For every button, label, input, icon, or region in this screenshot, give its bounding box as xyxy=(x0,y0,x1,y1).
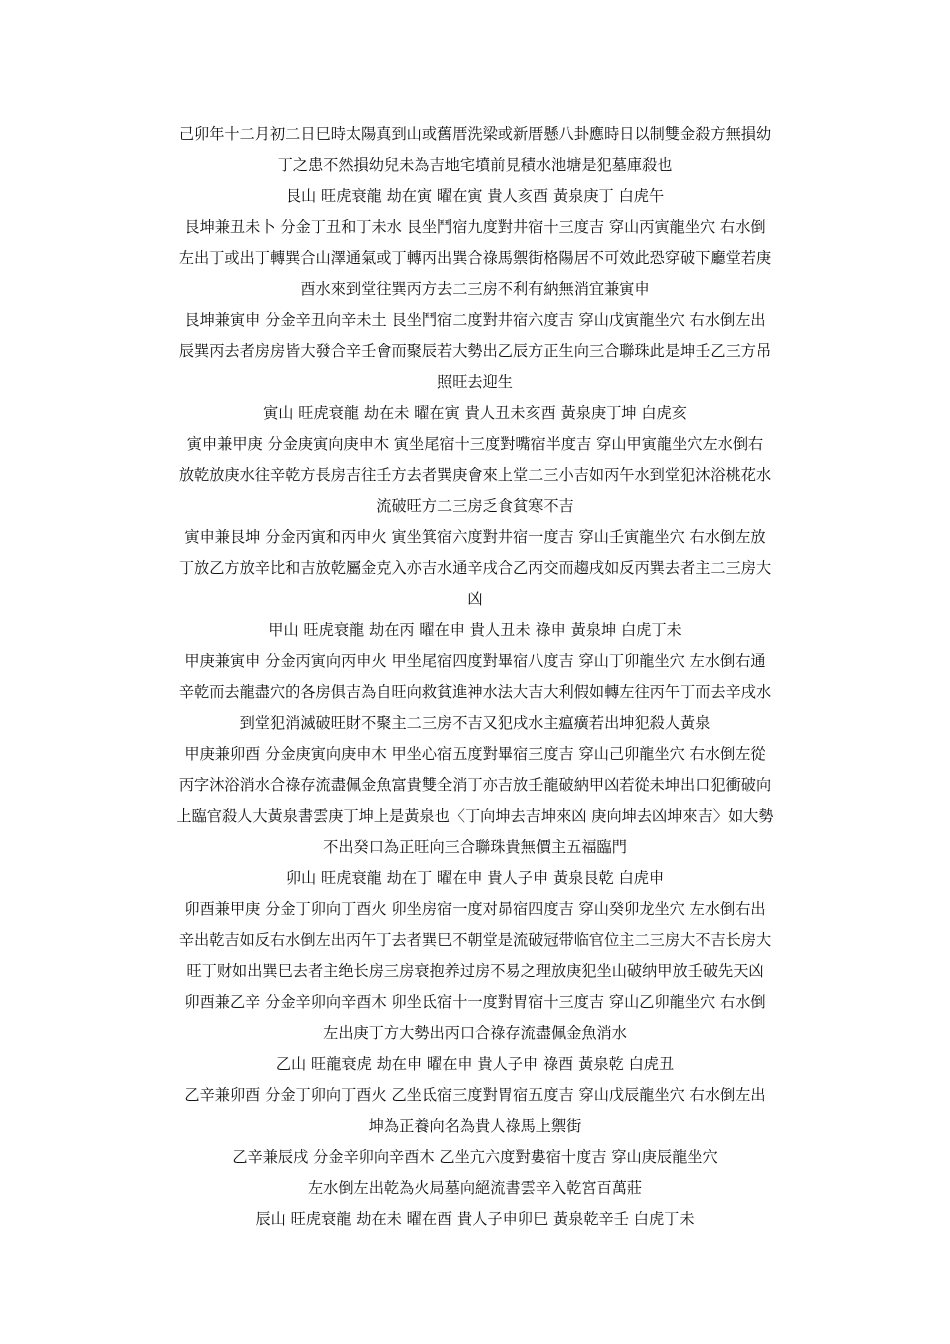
text-line: 寅申兼甲庚 分金庚寅向庚申木 寅坐尾宿十三度對嘴宿半度吉 穿山甲寅龍坐穴左水倒右 xyxy=(186,435,764,453)
text-line: 乙辛兼辰戌 分金辛卯向辛酉木 乙坐亢六度對婁宿十度吉 穿山庚辰龍坐穴 xyxy=(232,1148,718,1166)
text-line: 卯酉兼乙辛 分金辛卯向辛酉木 卯坐氐宿十一度對胃宿十三度吉 穿山乙卯龍坐穴 右水倒 xyxy=(184,993,766,1011)
section-heading: 寅山 旺虎衰龍 劫在未 曜在寅 貴人丑未亥酉 黃泉庚丁坤 白虎亥 xyxy=(263,404,687,422)
text-line: 左出庚丁方大勢出丙口合祿存流盡佩金魚消水 xyxy=(323,1024,627,1042)
text-line: 照旺去迎生 xyxy=(437,373,513,391)
section-heading: 甲山 旺虎衰龍 劫在丙 曜在申 貴人丑未 祿申 黃泉坤 白虎丁未 xyxy=(268,621,682,639)
text-line: 上臨官殺人大黃泉書雲庚丁坤上是黃泉也〈丁向坤去吉坤來凶 庚向坤去凶坤來吉〉如大勢 xyxy=(176,807,774,825)
text-line: 左出丁或出丁轉巽合山澤通氣或丁轉丙出巽合祿馬禦街格陽居不可效此恐穿破下廳堂若庚 xyxy=(178,249,772,267)
section-heading: 辰山 旺虎衰龍 劫在未 曜在酉 貴人子申卯巳 黃泉乾辛壬 白虎丁未 xyxy=(255,1210,695,1228)
section-heading: 卯山 旺虎衰龍 劫在丁 曜在申 貴人子申 黃泉艮乾 白虎申 xyxy=(285,869,665,887)
text-line: 酉水來到堂往巽丙方去二三房不利有納無消宜兼寅申 xyxy=(300,280,650,298)
section-heading: 艮山 旺虎衰龍 劫在寅 曜在寅 貴人亥酉 黃泉庚丁 白虎午 xyxy=(285,187,665,205)
document-page xyxy=(143,119,807,1235)
text-line: 艮坤兼寅申 分金辛丑向辛未土 艮坐鬥宿二度對井宿六度吉 穿山戊寅龍坐穴 右水倒左出 xyxy=(184,311,766,329)
text-line: 辛乾而去龍盡穴的各房俱吉為自旺向救貧進神水法大吉大利假如轉左往丙午丁而去辛戌水 xyxy=(178,683,772,701)
text-line: 辛出乾吉如反右水倒左出丙午丁去者巽巳不朝堂是流破冠带临官位主二三房大不吉长房大 xyxy=(178,931,772,949)
text-line: 丁之患不然損幼兒未為吉地宅墳前見積水池塘是犯墓庫殺也 xyxy=(277,156,673,174)
text-line: 己卯年十二月初二日巳時太陽真到山或舊厝洗梁或新厝懸八卦應時日以制雙金殺方無損幼 xyxy=(178,125,772,143)
text-line: 坤為正養向名為貴人祿馬上禦街 xyxy=(368,1117,582,1135)
section-heading: 乙山 旺龍衰虎 劫在申 曜在申 貴人子申 祿酉 黃泉乾 白虎丑 xyxy=(275,1055,675,1073)
text-line: 艮坤兼丑未卜 分金丁丑和丁未水 艮坐鬥宿九度對井宿十三度吉 穿山丙寅龍坐穴 右水倒 xyxy=(184,218,766,236)
text-line: 甲庚兼寅申 分金丙寅向丙申火 甲坐尾宿四度對畢宿八度吉 穿山丁卯龍坐穴 左水倒右通 xyxy=(184,652,766,670)
text-line: 乙辛兼卯酉 分金丁卯向丁酉火 乙坐氐宿三度對胃宿五度吉 穿山戊辰龍坐穴 右水倒左出 xyxy=(184,1086,766,1104)
text-line: 放乾放庚水往辛乾方長房吉往壬方去者巽庚會來上堂二三小吉如丙午水到堂犯沐浴桃花水 xyxy=(178,466,772,484)
text-line: 左水倒左出乾為火局墓向絕流書雲辛入乾宮百萬莊 xyxy=(307,1179,643,1197)
text-line: 旺丁财如出巽巳去者主绝长房三房衰抱养过房不易之理放庚犯坐山破纳甲放壬破先天凶 xyxy=(186,962,764,980)
text-line: 凶 xyxy=(467,590,483,608)
text-line: 寅申兼艮坤 分金丙寅和丙申火 寅坐箕宿六度對井宿一度吉 穿山壬寅龍坐穴 右水倒左放 xyxy=(184,528,766,546)
text-line: 甲庚兼卯酉 分金庚寅向庚申木 甲坐心宿五度對畢宿三度吉 穿山己卯龍坐穴 右水倒左從 xyxy=(184,745,766,763)
text-line: 不出癸口為正旺向三合聯珠貴無價主五福臨門 xyxy=(323,838,627,856)
text-line: 流破旺方二三房乏食貧寒不吉 xyxy=(376,497,574,515)
text-line: 卯酉兼甲庚 分金丁卯向丁酉火 卯坐房宿一度对昴宿四度吉 穿山癸卯龙坐穴 左水倒右出 xyxy=(184,900,766,918)
text-line: 到堂犯消滅破旺財不聚主二三房不吉又犯戌水主瘟癀若出坤犯殺人黃泉 xyxy=(239,714,711,732)
text-line: 丁放乙方放辛比和吉放乾屬金克入亦吉水通辛戌合乙丙交而趨戌如反丙巽去者主二三房大 xyxy=(178,559,772,577)
text-line: 丙字沐浴消水合祿存流盡佩金魚富貴雙全消丁亦吉放壬龍破納甲凶若從未坤出口犯衝破向 xyxy=(178,776,772,794)
text-line: 辰巽丙去者房房皆大發合辛壬會而聚辰若大勢出乙辰方正生向三合聯珠此是坤壬乙三方吊 xyxy=(178,342,772,360)
